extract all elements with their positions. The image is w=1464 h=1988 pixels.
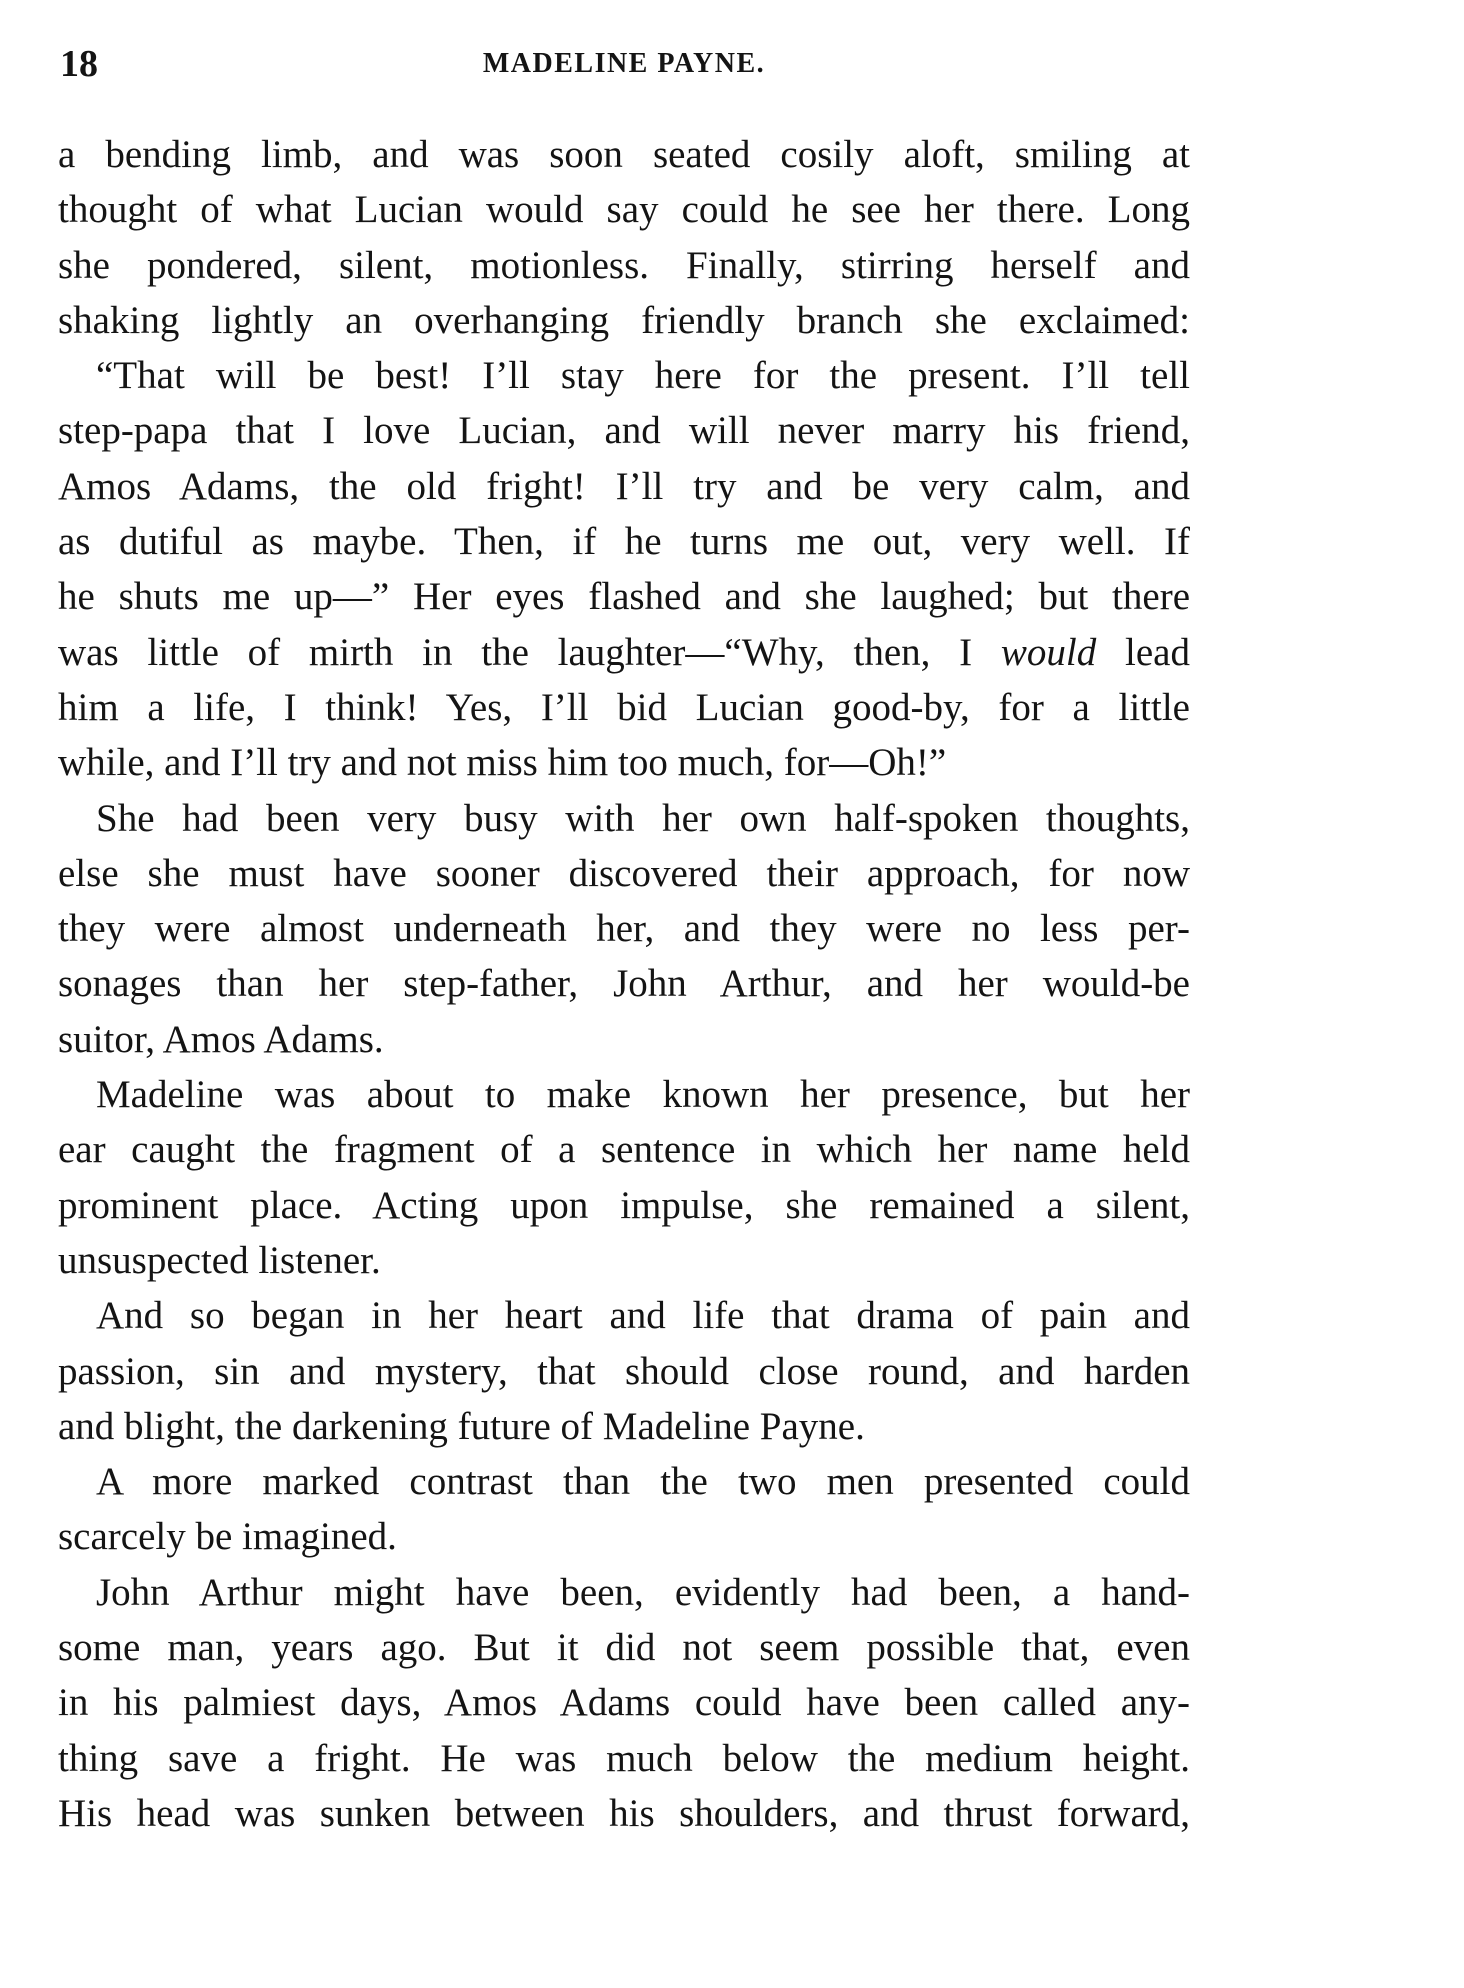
running-title: MADELINE PAYNE. (482, 48, 766, 79)
text-line: in his palmiest days, Amos Adams could have been called any- (58, 1681, 1190, 1725)
text-line-segment: lead (1096, 630, 1190, 674)
text-line: thought of what Lucian would say could he see her there. Long (58, 188, 1190, 232)
text-line: some man, years ago. But it did not seem possible that, even (58, 1626, 1190, 1670)
body-text (58, 127, 1190, 1841)
text-line: Madeline was about to make known her presence, but her (96, 1073, 1190, 1117)
text-line: unsuspected listener. (58, 1238, 381, 1282)
italic-word: would (1000, 630, 1097, 674)
text-line (58, 625, 1190, 680)
text-line-segment: was little of mirth in the laughter—“Why, then, I (58, 630, 1001, 674)
text-line: as dutiful as maybe. Then, if he turns me out, very well. If (58, 520, 1190, 564)
text-line: scarcely be imagined. (58, 1515, 397, 1559)
text-line: him a life, I think! Yes, I’ll bid Lucian good-by, for a little (58, 685, 1190, 729)
text-line: A more marked contrast than the two men presented could (96, 1460, 1190, 1504)
text-line: “That will be best! I’ll stay here for the present. I’ll tell (96, 354, 1190, 398)
text-line: else she must have sooner discovered their approach, for now (58, 851, 1190, 895)
text-line: step-papa that I love Lucian, and will never marry his friend, (58, 409, 1190, 453)
page-number: 18 (60, 43, 98, 85)
text-line: passion, sin and mystery, that should close round, and harden (58, 1349, 1190, 1393)
text-line: His head was sunken between his shoulders, and thrust forward, (58, 1791, 1190, 1835)
text-line: and blight, the darkening future of Madeline Payne. (58, 1404, 865, 1448)
text-line: he shuts me up—” Her eyes flashed and she laughed; but there (58, 575, 1190, 619)
text-line: Amos Adams, the old fright! I’ll try and be very calm, and (58, 464, 1190, 508)
text-line: And so began in her heart and life that drama of pain and (96, 1294, 1190, 1338)
text-line: sonages than her step-father, John Arthur, and her would-be (58, 962, 1190, 1006)
text-line: prominent place. Acting upon impulse, she remained a silent, (58, 1183, 1190, 1227)
text-line: She had been very busy with her own half-spoken thoughts, (96, 796, 1190, 840)
page-header (60, 36, 1188, 92)
text-line: thing save a fright. He was much below the medium height. (58, 1736, 1190, 1780)
text-line: John Arthur might have been, evidently had been, a hand- (96, 1570, 1190, 1614)
text-line: a bending limb, and was soon seated cosily aloft, smiling at (58, 133, 1190, 176)
text-line: they were almost underneath her, and they were no less per- (58, 907, 1190, 951)
text-line: shaking lightly an overhanging friendly branch she exclaimed: (58, 298, 1190, 342)
text-line: ear caught the fragment of a sentence in which her name held (58, 1128, 1190, 1172)
text-line: while, and I’ll try and not miss him too much, for—Oh!” (58, 741, 947, 785)
text-line: she pondered, silent, motionless. Finally, stirring herself and (58, 243, 1190, 287)
text-line: suitor, Amos Adams. (58, 1017, 384, 1061)
